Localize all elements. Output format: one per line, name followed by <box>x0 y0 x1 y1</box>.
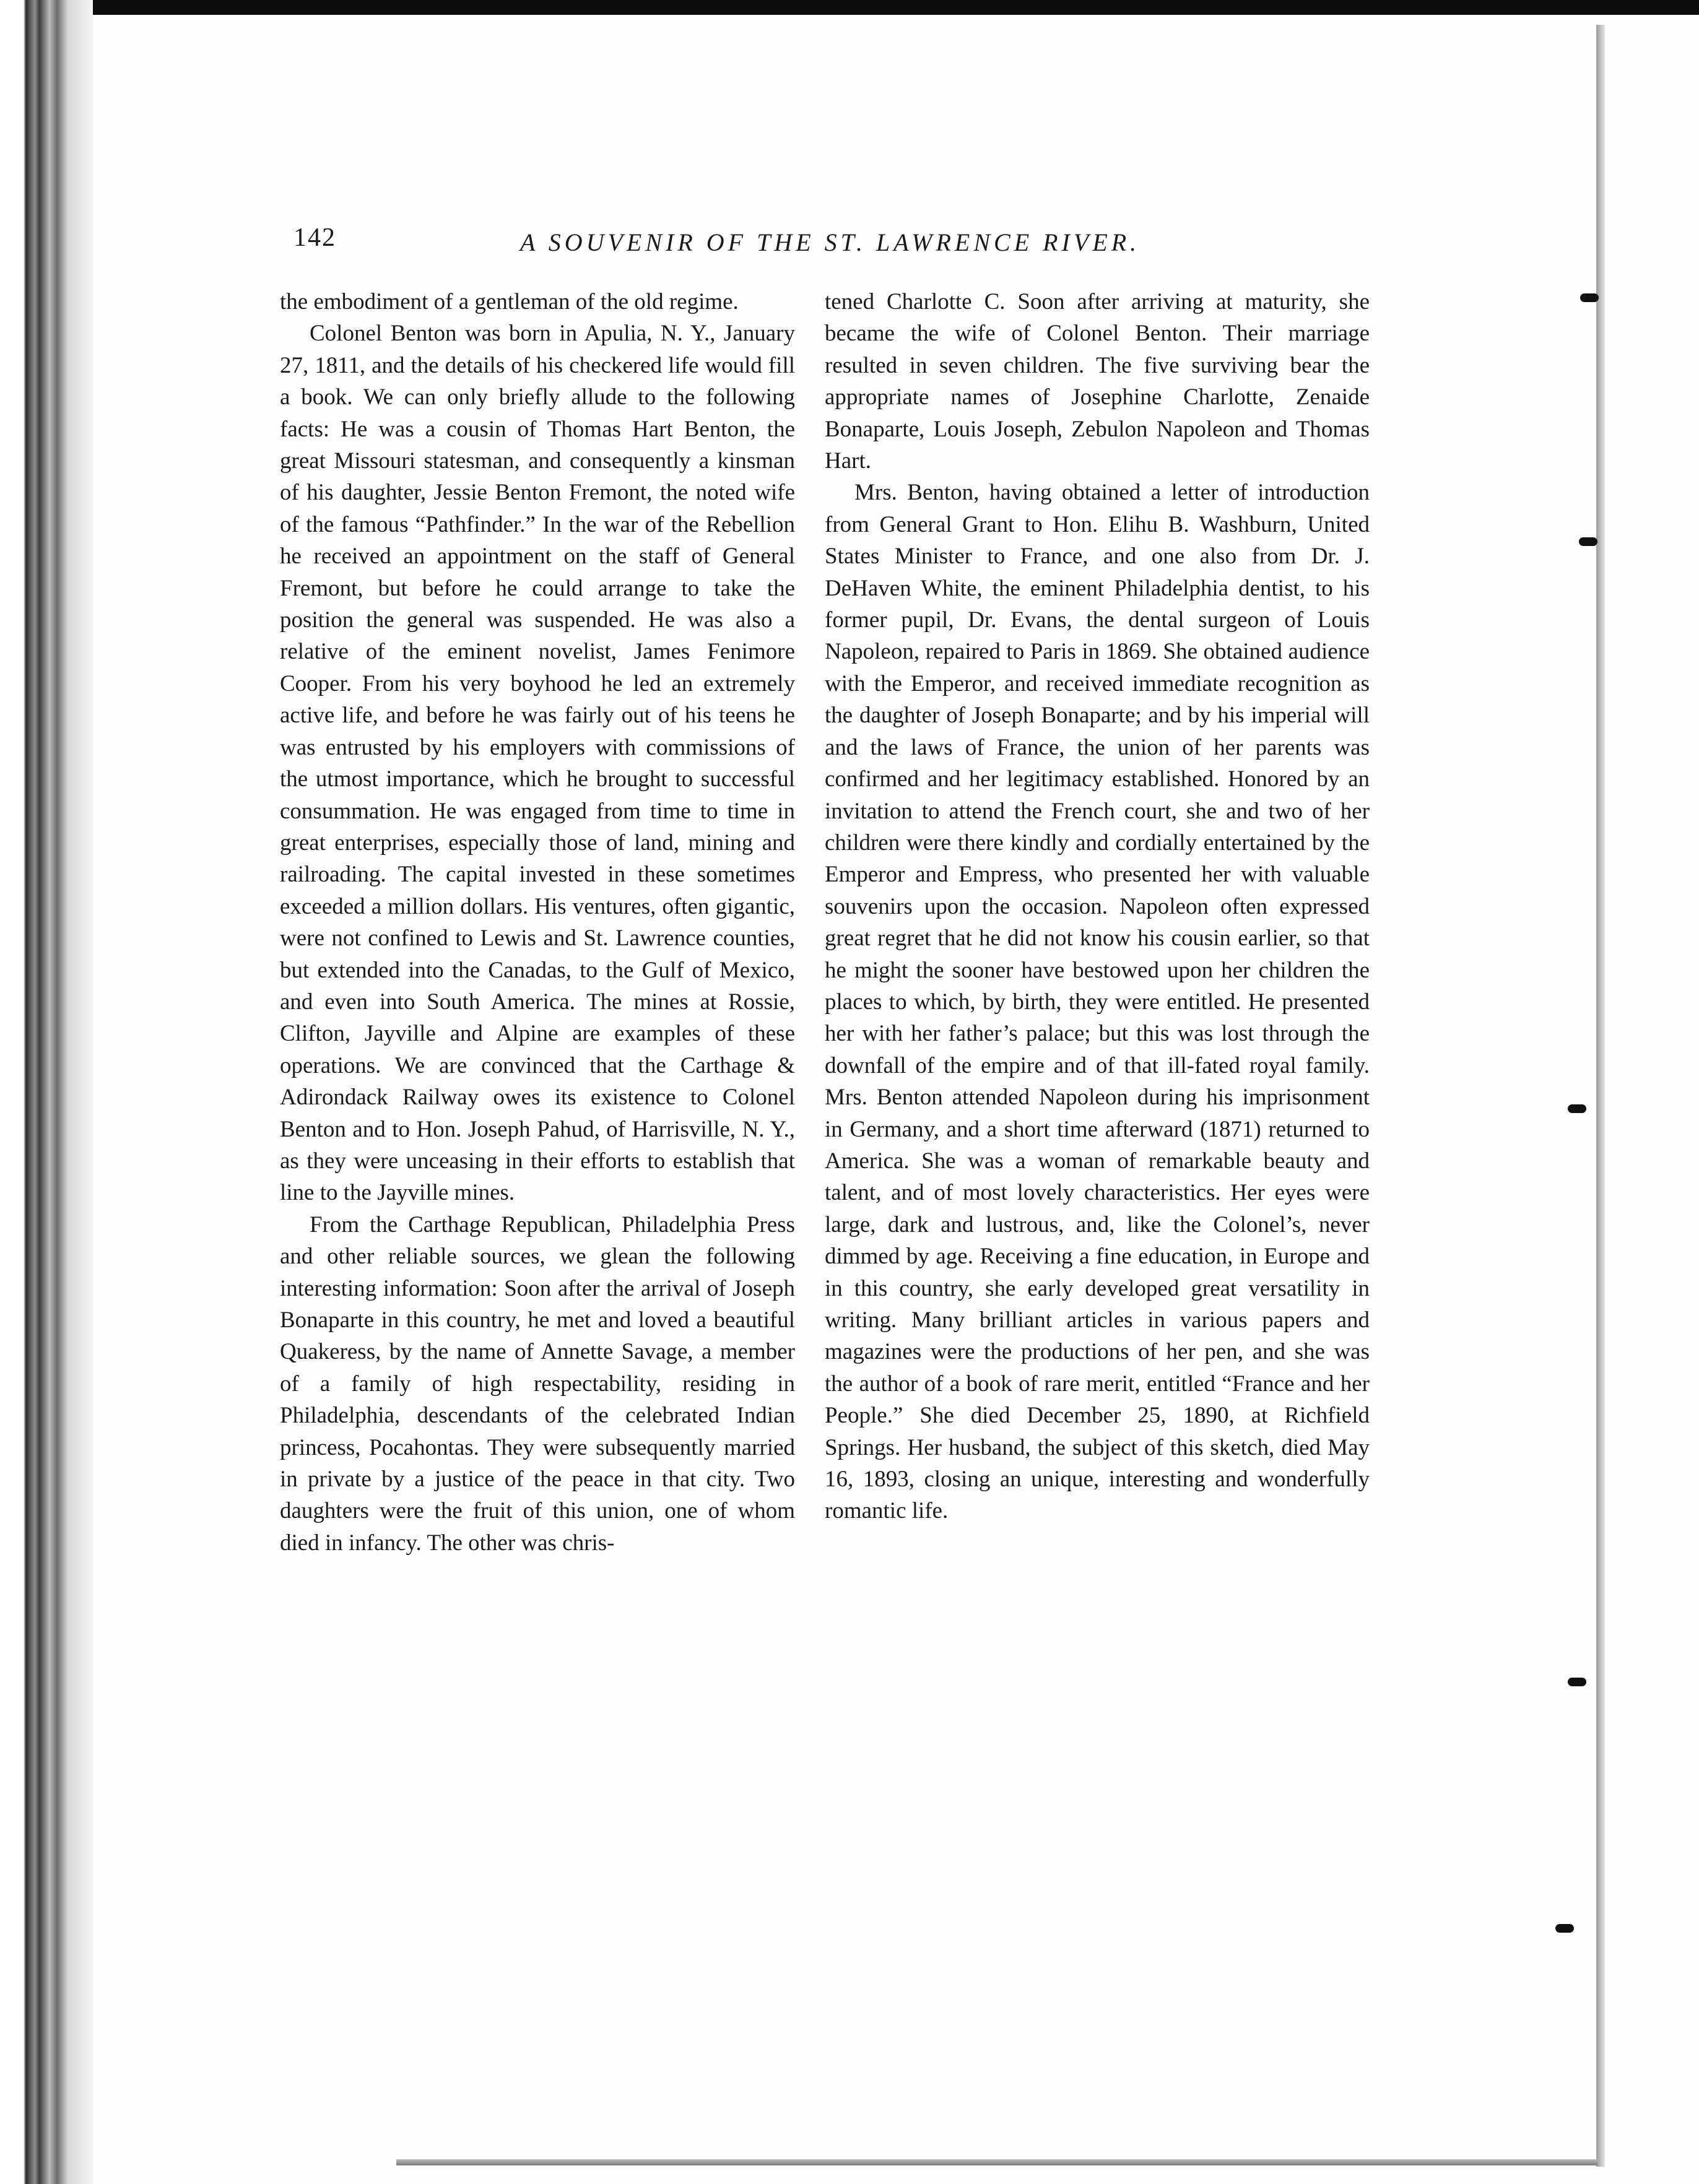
page-tab-mark <box>1568 1678 1586 1686</box>
paragraph: Mrs. Benton, having obtained a letter of introduction from General Grant to Hon. Elihu B. Washburn, United States Minister to France, and one also from Dr. J. DeHaven White, the eminent Philadelphia dentist, to his former pupil, Dr. Evans, the dental surgeon of Louis Napoleon, repaired to Paris in 1869. She obtained audience with the Emperor, and received immediate recognition as the daughter of Joseph Bonaparte; and by his imperial will and the laws of France, the union of her parents was confirmed and her legitimacy established. Honored by an invitation to attend the French court, she and two of her children were there kindly and cordially entertained by the Emperor and Empress, who presented her with valuable souvenirs upon the occasion. Napoleon often expressed great regret that he did not know his cousin earlier, so that he might the sooner have bestowed upon her children the places to which, by birth, they were entitled. He presented her with her father’s palace; but this was lost through the downfall of the empire and of that ill-fated royal family. Mrs. Benton attended Napoleon during his imprisonment in Germany, and a short time afterward (1871) returned to America. She was a woman of remarkable beauty and talent, and of most lovely characteristics. Her eyes were large, dark and lustrous, and, like the Colonel’s, never dimmed by age. Receiving a fine education, in Europe and in this country, she early developed great versatility in writing. Many brilliant articles in various papers and magazines were the productions of her pen, and she was the author of a book of rare merit, entitled “France and her People.” She died December 25, 1890, at Richfield Springs. Her husband, the subject of this sketch, died May 16, 1893, closing an unique, interesting and wonderfully romantic life. <box>825 480 1370 1524</box>
book-binding-gutter <box>0 0 93 2184</box>
page-number: 142 <box>293 223 336 252</box>
page-right-edge <box>1596 25 1605 2167</box>
page-tab-mark <box>1568 1104 1586 1113</box>
page-tab-mark <box>1579 537 1597 546</box>
text-column-left <box>280 286 795 1559</box>
paragraph: tened Charlotte C. Soon after arriving at maturity, she became the wife of Colonel Benton. Their marriage resulted in seven children. The five surviving bear the appropriate names of Josephine Charlotte, Zenaide Bonaparte, Louis Joseph, Zebulon Napoleon and Thomas Hart. <box>825 289 1370 474</box>
page-tab-mark <box>1580 293 1599 302</box>
paragraph: From the Carthage Republican, Philadelphia Press and other reliable sources, we glean the following interesting information: Soon after the arrival of Joseph Bonaparte in this country, he met and loved a beautiful Quakeress, by the name of Annette Savage, a member of a family of high respectability, residing in Philadelphia, descendants of the celebrated Indian princess, Pocahontas. They were subsequently married in private by a justice of the peace in that city. Two daughters were the fruit of this union, one of whom died in infancy. The other was chris- <box>280 1211 795 1556</box>
paragraph: Colonel Benton was born in Apulia, N. Y., January 27, 1811, and the details of his checkered life would fill a book. We can only briefly allude to the following facts: He was a cousin of Thomas Hart Benton, the great Missouri statesman, and consequently a kinsman of his daughter, Jessie Benton Fremont, the noted wife of the famous “Pathfinder.” In the war of the Rebellion he received an appointment on the staff of General Fremont, but before he could arrange to take the position the general was suspended. He was also a relative of the eminent novelist, James Fenimore Cooper. From his very boyhood he led an extremely active life, and before he was fairly out of his teens he was entrusted by his employers with commissions of the utmost importance, which he brought to successful consummation. He was engaged from time to time in great enterprises, especially those of land, mining and railroading. The capital invested in these sometimes exceeded a million dollars. His ventures, often gigantic, were not confined to Lewis and St. Lawrence counties, but extended into the Canadas, to the Gulf of Mexico, and even into South America. The mines at Rossie, Clifton, Jayville and Alpine are examples of these operations. We are convinced that the Carthage & Adirondack Railway owes its existence to Colonel Benton and to Hon. Joseph Pahud, of Harrisville, N. Y., as they were unceasing in their efforts to establish that line to the Jayville mines. <box>280 321 795 1206</box>
page-bottom-edge <box>396 2159 1597 2165</box>
scan-top-border <box>0 0 1699 15</box>
paragraph: the embodiment of a gentleman of the old regime. <box>280 289 739 314</box>
running-title: A SOUVENIR OF THE ST. LAWRENCE RIVER. <box>520 228 1141 256</box>
text-column-right <box>825 286 1370 1527</box>
page-tab-mark <box>1555 1924 1574 1933</box>
